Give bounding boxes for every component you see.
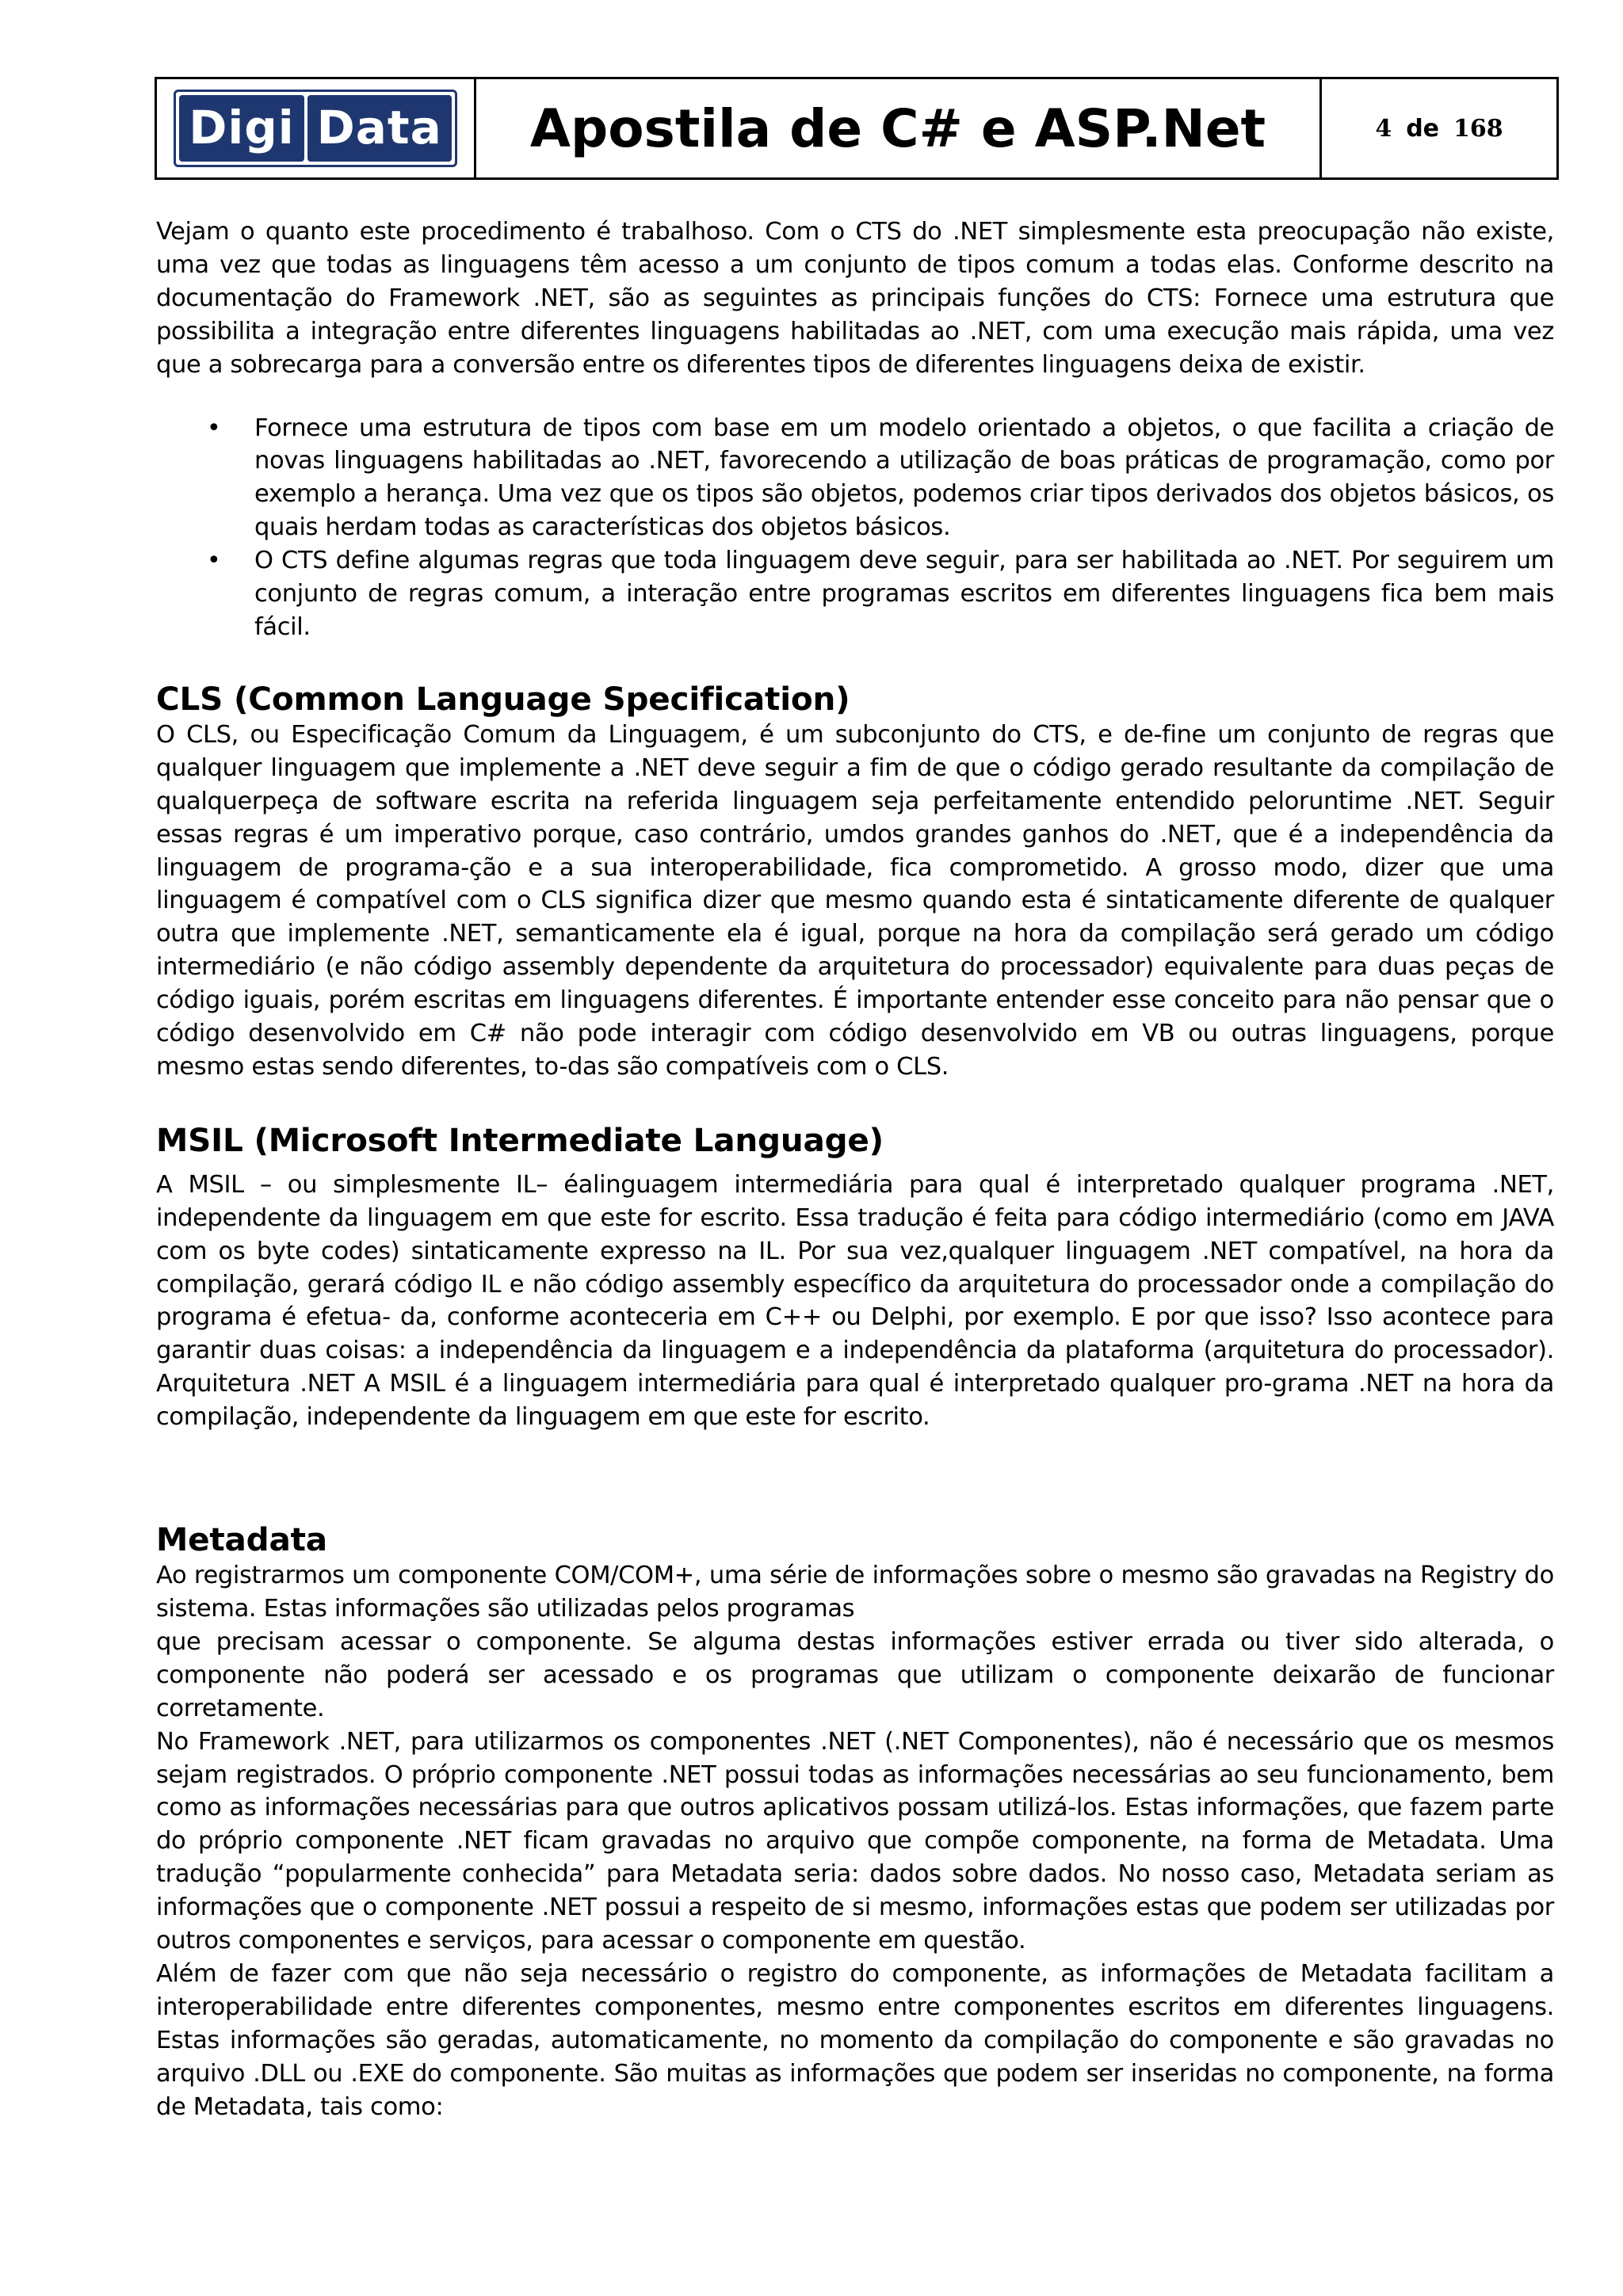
title-cell	[476, 79, 1322, 177]
document-title: Apostila de C# e ASP.Net	[529, 97, 1266, 159]
digidata-logo	[174, 90, 457, 167]
metadata-paragraph-line1: Ao registrarmos um componente COM/COM+, uma série de informações sobre o mesmo são gravadas na Registry do sistema. Estas informações são utilizadas pelos programas	[156, 1562, 1554, 1623]
bullet-item: • Fornece uma estrutura de tipos com base em um modelo orientado a objetos, o que facilita a criação de novas linguagens habilitadas ao .NET, favorecendo a utilização de boas práticas de programação, como por exemplo a herança. Uma vez que os tipos são objetos, podemos criar tipos derivados dos objetos básicos, os quais herdam todas as características dos objetos básicos.	[254, 412, 1554, 545]
page-header	[155, 77, 1559, 180]
page-of-label: de	[1406, 114, 1440, 143]
logo-text-digi: Digi	[179, 95, 304, 162]
logo-cell	[157, 79, 476, 177]
cts-bullet-list	[156, 412, 1554, 644]
intro-paragraph: Vejam o quanto este procedimento é trabalhoso. Com o CTS do .NET simplesmente esta preocupação não existe, uma vez que todas as linguagens têm acesso a um conjunto de tipos comum a todas elas. Conforme descrito na documentação do Framework .NET, são as seguintes as principais funções do CTS: Fornece uma estrutura que possibilita a integração entre diferentes linguagens habilitadas ao .NET, com uma execução mais rápida, uma vez que a sobrecarga para a conversão entre os diferentes tipos de diferentes linguagens deixa de existir.	[156, 218, 1554, 379]
page-number-cell	[1322, 79, 1556, 177]
page-content	[156, 215, 1554, 2124]
msil-paragraph: A MSIL – ou simplesmente IL– éalinguagem intermediária para qual é interpretado qualquer programa .NET, independente da linguagem em que este for escrito. Essa tradução é feita para código intermediário (como em JAVA com os byte codes) sintaticamente expresso na IL. Por sua vez,qualquer linguagem .NET compatível, na hora da compilação, gerará código IL e não código assembly específico da arquitetura do processador onde a compilação do programa é efetua- da, conforme aconteceria em C++ ou Delphi, por exemplo. E por que isso? Isso acontece para garantir duas coisas: a independência da linguagem e a independência da plataforma (arquitetura do processador). Arquitetura .NET A MSIL é a linguagem intermediária para qual é interpretado qualquer pro-grama .NET na hora da compilação, independente da linguagem em que este for escrito.	[156, 1170, 1554, 1432]
metadata-paragraph-2: No Framework .NET, para utilizarmos os componentes .NET (.NET Componentes), não é necessário que os mesmos sejam registrados. O próprio componente .NET possui todas as informações necessárias ao seu funcionamento, bem como as informações necessárias para que outros aplicativos possam utilizá-los. Estas informações, que fazem parte do próprio componente .NET ficam gravadas no arquivo que compõe componente, na forma de Metadata. Uma tradução “popularmente conhecida” para Metadata seria: dados sobre dados. No nosso caso, Metadata seriam as informações que o componente .NET possui a respeito de si mesmo, informações estas que podem ser utilizadas por outros componentes e serviços, para acessar o componente em questão.	[156, 1727, 1554, 1955]
metadata-paragraph-3: Além de fazer com que não seja necessário o registro do componente, as informações de Metadata facilitam a interoperabilidade entre diferentes componentes, mesmo entre componentes escritos em diferentes linguagens. Estas informações são geradas, automaticamente, no momento da compilação do componente e são gravadas no arquivo .DLL ou .EXE do componente. São muitas as informações que podem ser inseridas no componente, na forma de Metadata, tais como:	[156, 1959, 1554, 2121]
page-total: 168	[1453, 114, 1503, 143]
bullet-item: • O CTS define algumas regras que toda linguagem deve seguir, para ser habilitada ao .NET. Por seguirem um conjunto de regras comum, a interação entre programas escritos em diferentes linguagens fica bem mais fácil.	[254, 544, 1554, 644]
cls-paragraph: O CLS, ou Especificação Comum da Linguagem, é um subconjunto do CTS, e de-fine um conjunto de regras que qualquer linguagem que implemente a .NET deve seguir a fim de que o código gerado resultante da compilação de qualquerpeça de software escrita na referida linguagem seja perfeitamente entendido peloruntime .NET. Seguir essas regras é um imperativo porque, caso contrário, umdos grandes ganhos do .NET, que é a independência da linguagem de programa-ção e a sua interoperabilidade, fica comprometido. A grosso modo, dizer que uma linguagem é compatível com o CLS significa dizer que mesmo quando esta é sintaticamente diferente de qualquer outra que implemente .NET, semanticamente ela é igual, porque na hora da compilação será gerado um código intermediário (e não código assembly dependente da arquitetura do processador) equivalente para duas peças de código iguais, porém escritas em linguagens diferentes. É importante entender esse conceito para não pensar que o código desenvolvido em C# não pode interagir com código desenvolvido em VB ou outras linguagens, porque mesmo estas sendo diferentes, to-das são compatíveis com o CLS.	[156, 720, 1554, 1081]
metadata-paragraph-line2: que precisam acessar o componente. Se alguma destas informações estiver errada ou tiver sido alterada, o componente não poderá ser acessado e os programas que utilizam o componente deixarão de funcionar corretamente.	[156, 1627, 1554, 1722]
msil-heading: MSIL (Microsoft Intermediate Language)	[156, 1120, 884, 1159]
page-current: 4	[1375, 114, 1392, 143]
cls-heading: CLS (Common Language Specification)	[156, 679, 850, 718]
metadata-heading: Metadata	[156, 1520, 327, 1559]
logo-text-data: Data	[307, 95, 452, 162]
